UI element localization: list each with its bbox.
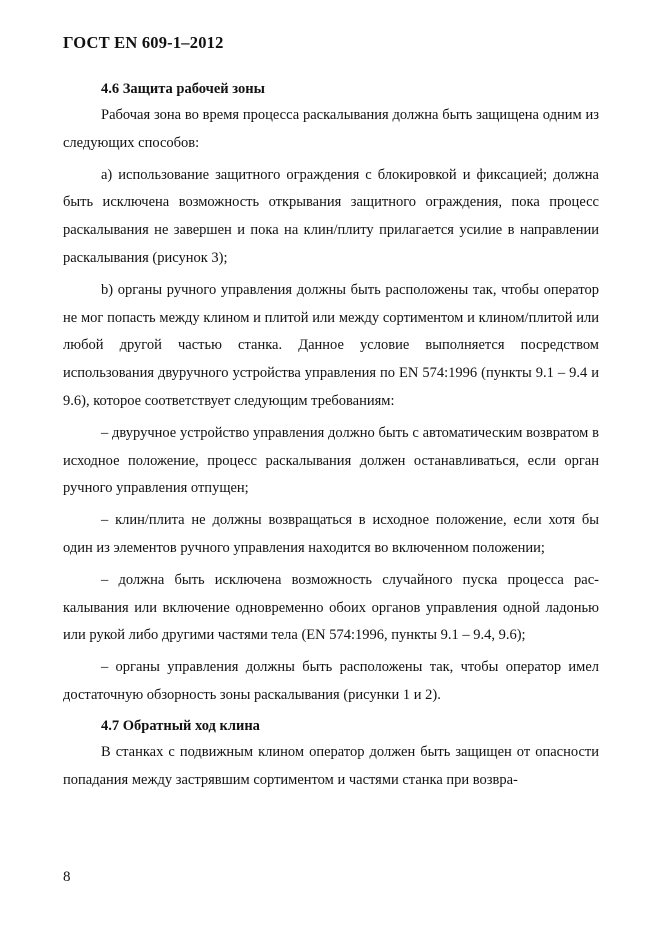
- document-header: ГОСТ EN 609-1–2012: [63, 33, 224, 52]
- paragraph: Рабочая зона во время процесса раскалывания должна быть защищена одним из следующих способов:: [63, 107, 599, 151]
- list-item: b) органы ручного управления должны быть расположены так, чтобы оператор не мог попасть между клином и плитой или между сортиментом и клином/плитой или любой другой частью станка. Данное условие выполняется посредством использования двуручного устройства управления по EN 574:1996 (пункты 9.1 – 9.4 и 9.6), которое соответствует следующим требованиям:: [63, 281, 599, 409]
- requirement-item: – должна быть исключена возможность случайного пуска процесса раскалывания или включение одновременно обоих органов управления одной ладонью или рукой либо другими частями тела (EN 574:1996, пункты 9.1 – 9.4, 9.6);: [63, 571, 599, 644]
- paragraph: В станках с подвижным клином оператор должен быть защищен от опасности попадания между застрявшим сортиментом и частями станка при возвра-: [63, 743, 599, 788]
- requirement-item: – двуручное устройство управления должно быть с автоматическим возвратом в исходное положение, процесс раскалывания должен останавливаться, если орган ручного управления отпущен;: [63, 424, 599, 497]
- section-heading: 4.6 Защита рабочей зоны: [101, 81, 265, 97]
- document-body: [63, 77, 599, 798]
- requirement-item: – органы управления должны быть расположены так, чтобы оператор имел достаточную обзорность зоны раскалывания (рисунки 1 и 2).: [63, 659, 599, 703]
- list-item: a) использование защитного ограждения с блокировкой и фиксацией; должна быть исключена возможность открывания защитного ограждения, пока процесс раскалывания не завершен и пока на клин/плиту прилагается усилие в направлении раскалывания (рисунок 3);: [63, 166, 599, 266]
- section-heading: 4.7 Обратный ход клина: [101, 717, 260, 734]
- page-number: 8: [63, 869, 71, 885]
- requirement-item: – клин/плита не должны возвращаться в исходное положение, если хотя бы один из элементов ручного управления находится во включенном положении;: [63, 512, 599, 556]
